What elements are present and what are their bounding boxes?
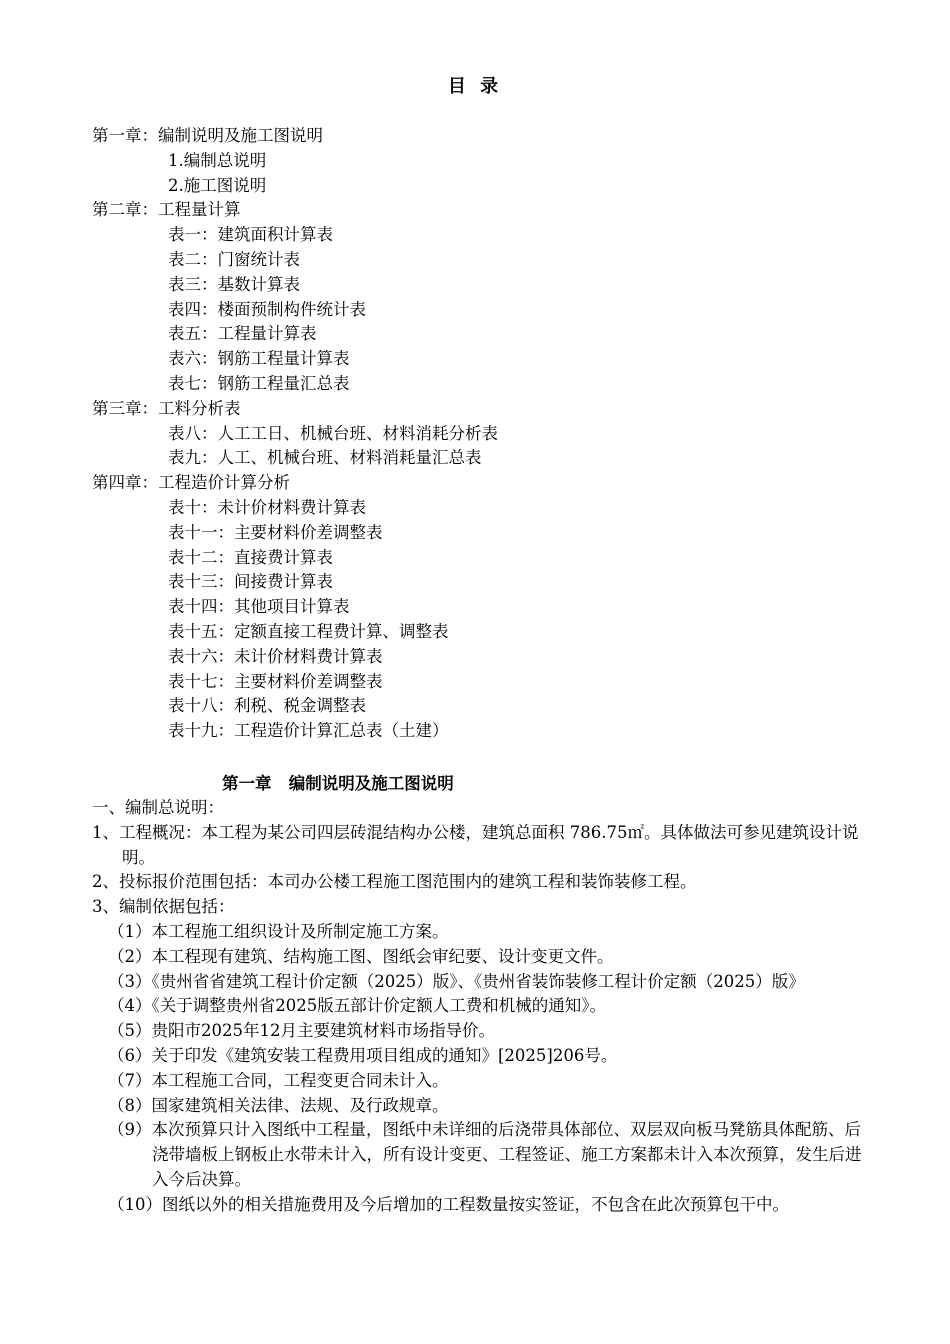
chapter-heading: 第一章 编制说明及施工图说明 <box>222 774 454 793</box>
basis-item: （3）《贵州省省建筑工程计价定额（2025）版》、《贵州省装饰装修工程计价定额（2025）版》 <box>108 971 805 991</box>
toc-subitem: 表三：基数计算表 <box>168 274 300 294</box>
basis-item: （7）本工程施工合同，工程变更合同未计入。 <box>108 1070 449 1090</box>
basis-item: （1）本工程施工组织设计及所制定施工方案。 <box>108 921 449 941</box>
basis-item: （5）贵阳市2025年12月主要建筑材料市场指导价。 <box>108 1021 495 1041</box>
toc-subitem: 表一：建筑面积计算表 <box>168 225 333 245</box>
toc-subitem: 1.编制总说明 <box>168 150 267 170</box>
toc-chapter: 第二章：工程量计算 <box>92 200 241 220</box>
toc-subitem: 表四：楼面预制构件统计表 <box>168 299 366 319</box>
basis-item: （4）《关于调整贵州省2025版五部计价定额人工费和机械的通知》。 <box>108 996 606 1016</box>
basis-list <box>92 920 862 1218</box>
overview-points <box>92 821 862 920</box>
toc-subitem: 表五：工程量计算表 <box>168 324 317 344</box>
toc-title: 目 录 <box>447 76 503 97</box>
toc-subitem: 表十九：工程造价计算汇总表（土建） <box>168 721 449 741</box>
basis-item: （8）国家建筑相关法律、法规、及行政规章。 <box>108 1095 449 1115</box>
toc-subitem: 表二：门窗统计表 <box>168 249 300 269</box>
toc-chapter: 第四章：工程造价计算分析 <box>92 473 290 493</box>
toc-subitem: 表六：钢筋工程量计算表 <box>168 349 350 369</box>
toc-subitem: 表七：钢筋工程量汇总表 <box>168 373 350 393</box>
toc-subitem: 表十：未计价材料费计算表 <box>168 497 366 517</box>
section-title: 一、编制总说明： <box>92 798 224 817</box>
basis-item: （9）本次预算只计入图纸中工程量，图纸中未详细的后浇带具体部位、双层双向板马凳筋具体配筋、后浇带墙板上钢板止水带未计入，所有设计变更、工程签证、施工方案都未计入本次预算，发生后进入今后决算。 <box>108 1120 862 1189</box>
toc-subitem: 表八：人工工日、机械台班、材料消耗分析表 <box>168 423 498 443</box>
basis-item: （10）图纸以外的相关措施费用及今后增加的工程数量按实签证，不包含在此次预算包干中。 <box>108 1194 789 1214</box>
toc-subitem: 表十三：间接费计算表 <box>168 572 333 592</box>
toc-subitem: 表十四：其他项目计算表 <box>168 597 350 617</box>
toc-subitem: 表九：人工、机械台班、材料消耗量汇总表 <box>168 448 482 468</box>
toc-subitem: 表十八：利税、税金调整表 <box>168 696 366 716</box>
table-of-contents <box>92 124 892 744</box>
toc-subitem: 表十五：定额直接工程费计算、调整表 <box>168 621 449 641</box>
chapter-body <box>92 796 862 1218</box>
basis-item: （6）关于印发《建筑安装工程费用项目组成的通知》[2025]206号。 <box>108 1045 618 1065</box>
overview-point: 3、编制依据包括： <box>92 897 235 917</box>
toc-chapter: 第三章：工料分析表 <box>92 398 241 418</box>
basis-item: （2）本工程现有建筑、结构施工图、图纸会审纪要、设计变更文件。 <box>108 946 614 966</box>
overview-point: 1、工程概况：本工程为某公司四层砖混结构办公楼，建筑总面积 786.75㎡。具体做法可参见建筑设计说明。 <box>92 822 859 867</box>
toc-subitem: 2.施工图说明 <box>168 175 267 195</box>
toc-subitem: 表十六：未计价材料费计算表 <box>168 646 383 666</box>
toc-subitem: 表十一：主要材料价差调整表 <box>168 522 383 542</box>
overview-point: 2、投标报价范围包括：本司办公楼工程施工图范围内的建筑工程和装饰装修工程。 <box>92 872 697 892</box>
toc-subitem: 表十七：主要材料价差调整表 <box>168 671 383 691</box>
toc-subitem: 表十二：直接费计算表 <box>168 547 333 567</box>
toc-chapter: 第一章：编制说明及施工图说明 <box>92 126 323 145</box>
